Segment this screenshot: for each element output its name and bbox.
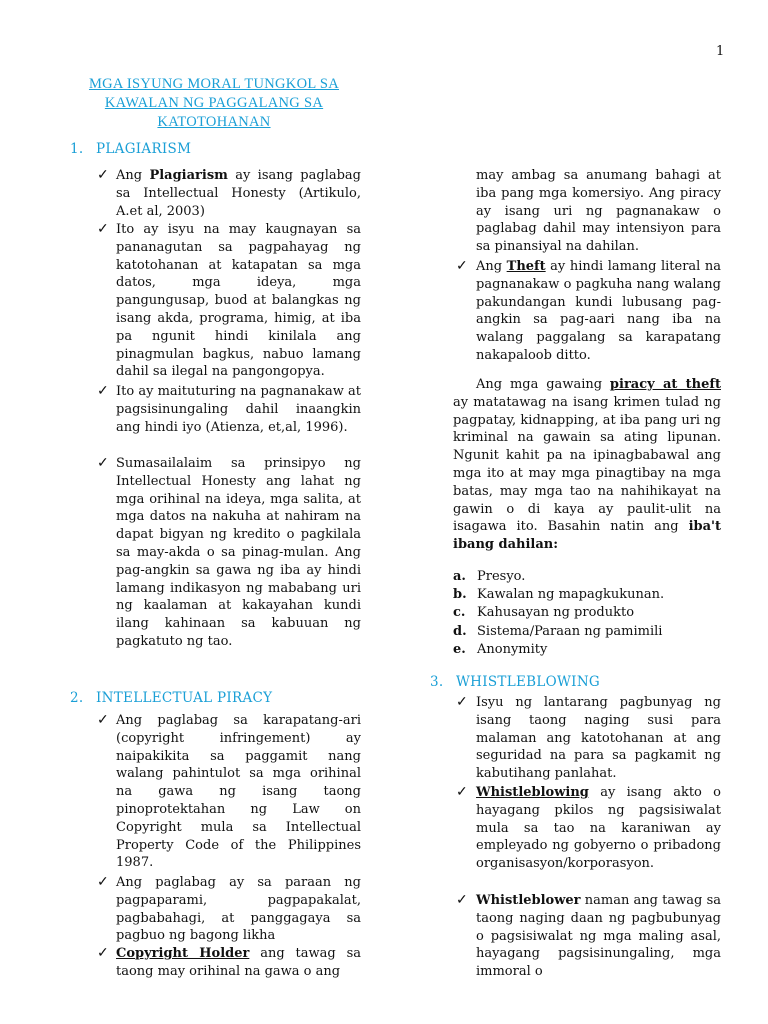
- list-item: c. Kahusayan ng produkto: [453, 605, 635, 621]
- check-icon: ✓: [456, 694, 468, 710]
- list-item: d. Sistema/Paraan ng pamimili: [453, 623, 663, 639]
- section-heading-plagiarism: 1. PLAGIARISM: [70, 141, 192, 157]
- list-item: Ito ay isyu na may kaugnayan sa pananagutan sa pagpahayag ng katotohanan at katapatan sa mga datos, mga ideya, mga pangungusap, buod at balangkas ng isang akda, programa, himig, at iba pa ngunit hindi kinilala ang pinagmulan bagkus, nabuo lamang dahil sa ilegal na pangongopya.: [116, 222, 361, 380]
- check-icon: ✓: [97, 221, 109, 237]
- section-heading-intellectual-piracy: 2. INTELLECTUAL PIRACY: [70, 690, 273, 706]
- list-item: e. Anonymity: [453, 641, 548, 657]
- list-item: Ang Theft ay hindi lamang literal na pagnanakaw o pagkuha nang walang pakundangan kundi lubusang pag-angkin sa pag-aari nang iba na walang paggalang sa karapatang nakapaloob ditto.: [476, 259, 721, 363]
- list-item: a. Presyo.: [453, 569, 526, 584]
- check-icon: ✓: [456, 258, 468, 274]
- section-heading-whistleblowing: 3. WHISTLEBLOWING: [430, 674, 601, 690]
- list-item: Sumasailalaim sa prinsipyo ng Intellectual Honesty ang lahat ng mga orihinal na ideya, mga salita, at mga datos na nakuha at nahiram na dapat bigyan ng kredito o pagkilala sa may-akda o sa pinag-mulan. Ang pag-angkin sa gawa ng iba ay hindi lamang indikasyon ng mababang uri ng kaalaman at kakayahan kundi ilang kahinaan sa kabuuan ng pagkatuto ng tao.: [116, 456, 361, 649]
- list-item: Copyright Holder ang tawag sa taong may orihinal na gawa o ang: [116, 946, 361, 979]
- check-icon: ✓: [97, 945, 109, 961]
- list-item: Ang paglabag ay sa paraan ng pagpaparami, pagpapakalat, pagbabahagi, at panggagaya sa pagbuo ng bagong likha: [116, 875, 361, 944]
- check-icon: ✓: [456, 892, 468, 908]
- check-icon: ✓: [97, 455, 109, 471]
- list-item: Whistleblower naman ang tawag sa taong naging daan ng pagbubunyag o pagsisiwalat ng mga maling asal, hayagang pagsisinungaling, mga immoral o: [476, 893, 721, 980]
- check-icon: ✓: [97, 383, 109, 399]
- list-item: Ito ay maituturing na pagnanakaw at pagsisinungaling dahil inaangkin ang hindi iyo (Atienza, et,al, 1996).: [116, 384, 361, 435]
- list-item: Whistleblowing ay isang akto o hayagang pkilos ng pagsisiwalat mula sa tao na karaniwan ay empleyado ng gobyerno o pribadong organisasyon/korporasyon.: [476, 785, 721, 872]
- check-icon: ✓: [456, 784, 468, 800]
- check-icon: ✓: [97, 712, 109, 728]
- document-title: MGA ISYUNG MORAL TUNGKOL SA KAWALAN NG PAGGALANG SA KATOTOHANAN: [88, 76, 340, 130]
- page-number: 1: [716, 44, 725, 59]
- reasons-list: [453, 568, 721, 659]
- list-item: b. Kawalan ng mapagkukunan.: [453, 587, 665, 603]
- list-item: Ang paglabag sa karapatang-ari (copyright infringement) ay naipakikita sa paggamit nang walang pahintulot sa mga orihinal na gawa ng isang taong pinoprotektahan ng Law on Copyright mula sa Intellectual Property Code of the Philippines 1987.: [116, 713, 361, 871]
- check-icon: ✓: [97, 874, 109, 890]
- check-icon: ✓: [97, 167, 109, 183]
- list-item-continued: may ambag sa anumang bahagi at iba pang mga komersiyo. Ang piracy ay isang uri ng pagnanakaw o paglabag dahil may intensiyon para sa pinansiyal na dahilan.: [476, 168, 721, 255]
- list-item: Ang Plagiarism ay isang paglabag sa Intellectual Honesty (Artikulo, A.et al, 2003): [116, 168, 361, 219]
- paragraph-piracy-theft: Ang mga gawaing piracy at theft ay matatawag na isang krimen tulad ng pagpatay, kidnapping, at iba pang uri ng kriminal na gawain sa ating lipunan. Ngunit kahit pa na ipinagbabawal ang mga ito at may mga pinagtibay na mga batas, may mga tao na nahihikayat na gawin o di kaya ay paulit-ulit na isagawa ito. Basahin natin ang iba't ibang dahilan:: [453, 377, 721, 553]
- list-item: Isyu ng lantarang pagbunyag ng isang taong naging susi para malaman ang katotohanan at ang seguridad na para sa pagkamit ng kabutihang panlahat.: [476, 695, 721, 782]
